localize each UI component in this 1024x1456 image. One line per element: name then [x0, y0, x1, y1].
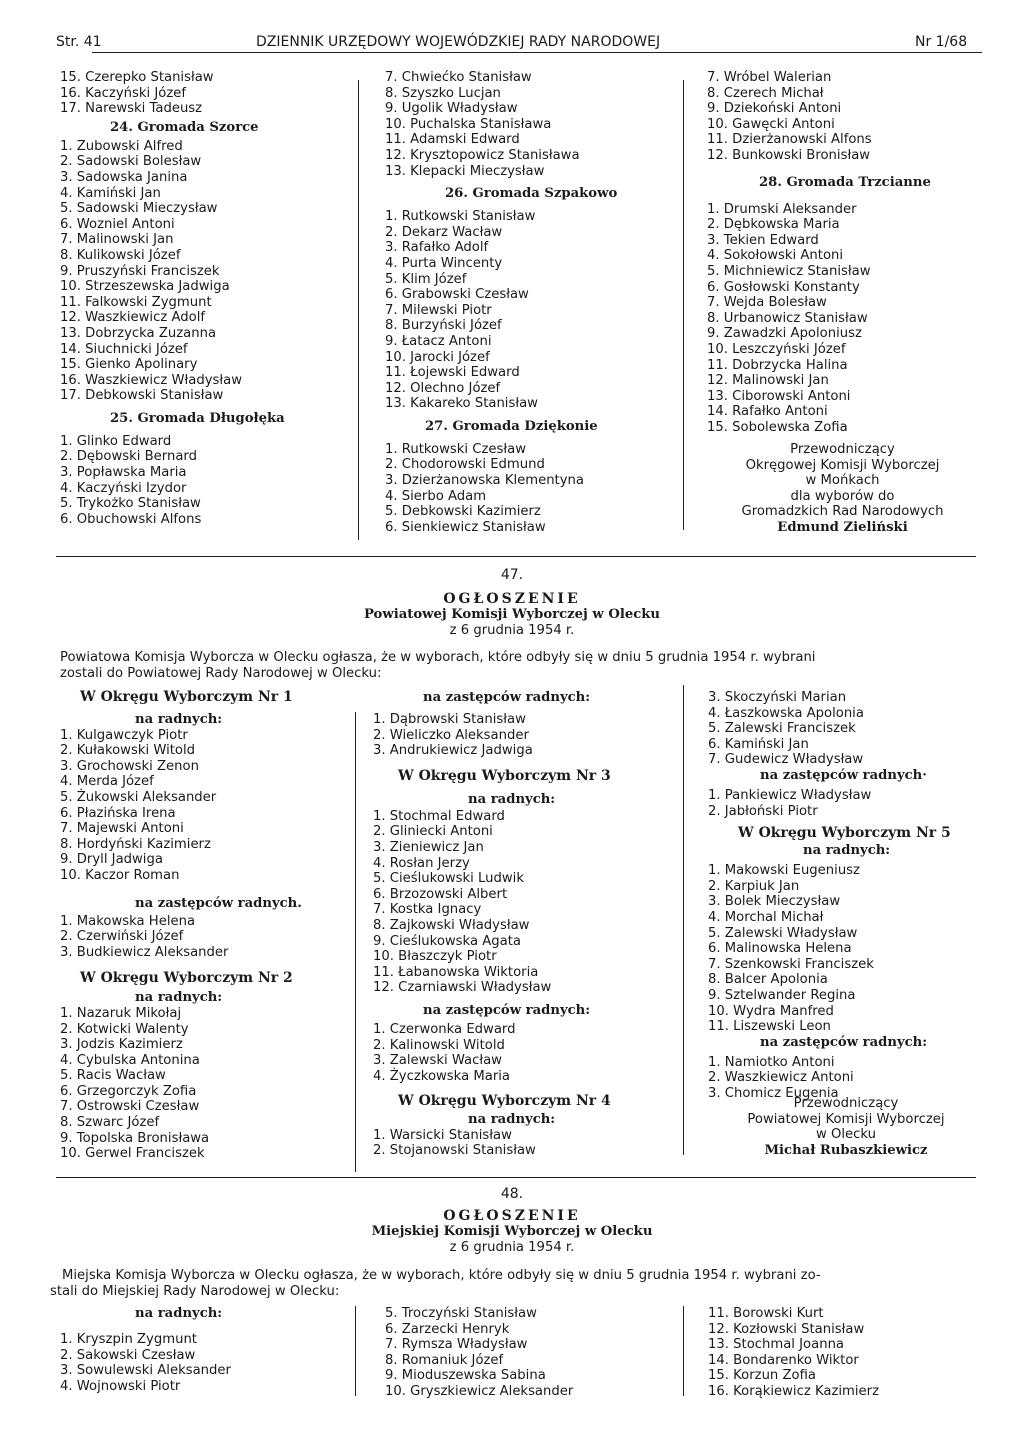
subheading: na zastępców radnych: — [760, 1034, 928, 1050]
section-rule — [56, 556, 976, 557]
column-divider — [683, 80, 684, 530]
list-item: 5. Cieślukowski Ludwik — [373, 871, 524, 887]
n48-col3 — [708, 1306, 879, 1400]
subheading: na radnych: — [468, 791, 556, 807]
subheading: na radnych: — [135, 990, 223, 1006]
list-item: 1. Namiotko Antoni — [708, 1054, 835, 1070]
list-item: 12. Waszkiewicz Adolf — [60, 310, 205, 326]
list-item: 17. Narewski Tadeusz — [60, 101, 203, 117]
list-item: 9. Zawadzki Apoloniusz — [707, 326, 862, 342]
list-item: 4. Merda Józef — [60, 774, 154, 790]
intro-line: Powiatowa Komisja Wyborcza w Olecku ogłasza, że w wyborach, które odbyły się w dniu 5 grudnia 1954 r. wybrani — [60, 650, 816, 665]
list-item: 11. Łabanowska Wiktoria — [373, 964, 539, 980]
signature-name: Edmund Zieliński — [777, 519, 908, 535]
list-item: 5. Trykożko Stanisław — [60, 496, 201, 512]
list-item: 6. Malinowska Helena — [708, 941, 852, 957]
list-item: 1. Dąbrowski Stanisław — [373, 712, 526, 727]
list-item: 10. Jarocki Józef — [385, 349, 490, 365]
list-item: 15. Gienko Apolinary — [60, 357, 198, 373]
list-item: 9. Łatacz Antoni — [385, 333, 492, 349]
signature-line: Przewodniczący — [793, 1096, 899, 1111]
list-item: 10. Błaszczyk Piotr — [373, 949, 497, 965]
list-item: 3. Grochowski Zenon — [60, 758, 199, 774]
list-item: 1. Kryszpin Zygmunt — [60, 1332, 197, 1347]
list-item: 3. Tekien Edward — [707, 232, 819, 248]
list-item: 6. Zarzecki Henryk — [385, 1321, 510, 1337]
list-item: 11. Falkowski Zygmunt — [60, 294, 212, 310]
list-item: 11. Adamski Edward — [385, 132, 520, 148]
n47-col2 — [373, 690, 611, 1159]
signature-line: Powiatowej Komisji Wyborczej — [747, 1111, 945, 1127]
list-item: 12. Kozłowski Stanisław — [708, 1321, 865, 1337]
list-item: 9. Dryll Jadwiga — [60, 852, 163, 868]
notice-number: 48. — [500, 1186, 524, 1202]
list-item: 1. Rutkowski Stanisław — [385, 209, 536, 225]
section-rule — [56, 1177, 976, 1178]
top-col3 — [707, 70, 931, 435]
notice-48-header — [0, 1186, 1024, 1256]
list-item: 12. Bunkowski Bronisław — [707, 147, 871, 163]
list-item: 3. Dzierżanowska Klementyna — [385, 473, 584, 489]
top-col1 — [60, 70, 285, 527]
header-rule — [92, 52, 982, 53]
list-item: 5. Debkowski Kazimierz — [385, 504, 541, 520]
list-item: 3. Bolek Mieczysław — [708, 894, 841, 910]
list-item: 12. Krysztopowicz Stanisława — [385, 147, 580, 163]
list-item: 2. Stojanowski Stanisław — [373, 1143, 536, 1159]
list-item: 10. Puchalska Stanisława — [385, 116, 552, 132]
list-item: 11. Borowski Kurt — [708, 1306, 824, 1321]
list-item: 5. Zalewski Władysław — [708, 925, 858, 941]
list-item: 10. Leszczyński Józef — [707, 341, 846, 357]
notice-number: 47. — [500, 567, 524, 583]
list-item: 4. Cybulska Antonina — [60, 1052, 200, 1068]
list-item: 1. Pankiewicz Władysław — [708, 787, 872, 803]
list-item: 8. Czerech Michał — [707, 85, 824, 101]
column-divider — [683, 1306, 684, 1396]
list-item: 8. Szwarc Józef — [60, 1115, 160, 1131]
list-item: 2. Jabłoński Piotr — [708, 803, 818, 819]
list-item: 7. Gudewicz Władysław — [708, 752, 864, 768]
list-item: 9. Pruszyński Franciszek — [60, 263, 220, 279]
notice-subtitle: Powiatowej Komisji Wyborczej w Olecku — [364, 607, 660, 622]
signature-line: Gromadzkich Rad Narodowych — [741, 504, 944, 520]
list-item: 5. Troczyński Stanisław — [385, 1306, 537, 1321]
list-item: 5. Żukowski Aleksander — [60, 789, 217, 805]
list-item: 10. Wydra Manfred — [708, 1003, 834, 1019]
list-item: 2. Dębkowska Maria — [707, 217, 840, 233]
page-number: Str. 41 — [56, 34, 102, 50]
list-item: 1. Glinko Edward — [60, 433, 172, 449]
list-item: 1. Stochmal Edward — [373, 808, 505, 824]
subheading: na radnych: — [468, 1112, 556, 1128]
list-item: 14. Siuchnicki Józef — [60, 341, 188, 357]
list-item: 15. Korzun Zofia — [708, 1368, 816, 1384]
subheading: na radnych: — [803, 843, 891, 859]
subheading: na zastępców radnych: — [423, 690, 591, 705]
list-item: 8. Zajkowski Władysław — [373, 917, 530, 933]
notice-47-header — [0, 567, 1024, 639]
top-col2 — [385, 70, 617, 535]
list-item: 10. Kaczor Roman — [60, 867, 180, 883]
list-item: 13. Ciborowski Antoni — [707, 388, 851, 404]
n48-col1 — [60, 1306, 231, 1394]
section-heading: 26. Gromada Szpakowo — [445, 186, 618, 202]
district-heading: W Okręgu Wyborczym Nr 3 — [398, 767, 611, 784]
list-item: 11. Dzierżanowski Alfons — [707, 132, 872, 148]
list-item: 2. Sakowski Czesław — [60, 1347, 196, 1363]
list-item: 1. Warsicki Stanisław — [373, 1127, 512, 1143]
list-item: 16. Kaczyński Józef — [60, 85, 186, 101]
list-item: 4. Rosłan Jerzy — [373, 855, 470, 871]
list-item: 9. Sztelwander Regina — [708, 987, 856, 1003]
list-item: 8. Burzyński Józef — [385, 318, 502, 334]
list-item: 6. Wozniel Antoni — [60, 216, 175, 232]
list-item: 9. Ugolik Władysław — [385, 101, 518, 117]
signature-block-monki — [700, 442, 985, 536]
list-item: 13. Stochmal Joanna — [708, 1337, 845, 1353]
list-item: 15. Czerepko Stanisław — [60, 70, 214, 85]
list-item: 5. Michniewicz Stanisław — [707, 263, 871, 279]
list-item: 1. Rutkowski Czesław — [385, 441, 526, 457]
list-item: 12. Malinowski Jan — [707, 373, 829, 389]
list-item: 13. Dobrzycka Zuzanna — [60, 325, 217, 341]
issue-number: Nr 1/68 — [915, 34, 968, 50]
notice-title: OGŁOSZENIE — [443, 1208, 581, 1224]
list-item: 6. Grabowski Czesław — [385, 287, 529, 303]
list-item: 3. Sowulewski Aleksander — [60, 1363, 231, 1379]
list-item: 3. Chomicz Eugenia — [708, 1085, 839, 1101]
list-item: 1. Nazaruk Mikołaj — [60, 1005, 182, 1021]
list-item: 14. Bondarenko Wiktor — [708, 1352, 859, 1368]
list-item: 10. Gawęcki Antoni — [707, 116, 835, 132]
list-item: 3. Jodzis Kazimierz — [60, 1037, 183, 1053]
list-item: 15. Sobolewska Zofia — [707, 419, 848, 435]
subheading: na radnych: — [135, 712, 223, 727]
intro-line: Miejska Komisja Wyborcza w Olecku ogłasza, że w wyborach, które odbyły się w dniu 5 grudnia 1954 r. wybrani zo- — [62, 1268, 821, 1283]
list-item: 1. Czerwonka Edward — [373, 1021, 516, 1037]
list-item: 2. Kotwicki Walenty — [60, 1021, 189, 1037]
list-item: 2. Karpiuk Jan — [708, 878, 800, 894]
list-item: 6. Brzozowski Albert — [373, 886, 508, 902]
list-item: 7. Malinowski Jan — [60, 232, 174, 248]
district-heading: W Okręgu Wyborczym Nr 4 — [398, 1093, 611, 1110]
n47-col3 — [708, 690, 951, 1101]
list-item: 4. Kaczyński Izydor — [60, 480, 187, 496]
list-item: 3. Rafałko Adolf — [385, 240, 489, 256]
list-item: 2. Kalinowski Witold — [373, 1037, 505, 1053]
list-item: 7. Milewski Piotr — [385, 302, 492, 318]
journal-title: DZIENNIK URZĘDOWY WOJEWÓDZKIEJ RADY NARODOWEJ — [256, 34, 661, 50]
column-divider — [355, 1306, 356, 1396]
list-item: 14. Rafałko Antoni — [707, 404, 828, 420]
list-item: 4. Kamiński Jan — [60, 185, 161, 201]
signature-line: Okręgowej Komisji Wyborczej — [745, 457, 940, 473]
list-item: 16. Korąkiewicz Kazimierz — [708, 1383, 880, 1399]
signature-name: Michał Rubaszkiewicz — [764, 1142, 928, 1158]
list-item: 7. Chwiećko Stanisław — [385, 70, 532, 85]
signature-block-olecko — [706, 1096, 986, 1158]
signature-line: w Mońkach — [805, 473, 880, 489]
list-item: 17. Debkowski Stanisław — [60, 388, 224, 404]
list-item: 12. Czarniawski Władysław — [373, 980, 552, 996]
column-divider — [358, 80, 359, 540]
intro-line: zostali do Powiatowej Rady Narodowej w Olecku: — [60, 666, 382, 681]
section-heading: 25. Gromada Długołęka — [110, 410, 285, 426]
list-item: 4. Morchal Michał — [708, 909, 824, 925]
list-item: 2. Sadowski Bolesław — [60, 154, 202, 170]
list-item: 7. Kostka Ignacy — [373, 902, 482, 918]
list-item: 5. Zalewski Franciszek — [708, 721, 856, 737]
notice-intro — [50, 1268, 821, 1300]
subheading: na zastępców radnych· — [760, 767, 927, 783]
list-item: 4. Wojnowski Piotr — [60, 1378, 181, 1394]
notice-title: OGŁOSZENIE — [443, 591, 581, 607]
list-item: 13. Klepacki Mieczysław — [385, 163, 545, 179]
list-item: 8. Romaniuk Józef — [385, 1352, 504, 1368]
n47-col1 — [60, 690, 302, 1162]
list-item: 1. Zubowski Alfred — [60, 138, 183, 154]
list-item: 7. Majewski Antoni — [60, 821, 184, 837]
list-item: 9. Dziekoński Antoni — [707, 101, 842, 117]
signature-line: w Olecku — [816, 1127, 876, 1143]
list-item: 9. Mioduszewska Sabina — [385, 1368, 546, 1384]
list-item: 7. Wróbel Walerian — [707, 70, 832, 85]
list-item: 3. Sadowska Janina — [60, 169, 188, 185]
subheading: na zastępców radnych: — [423, 1002, 591, 1018]
list-item: 7. Szenkowski Franciszek — [708, 956, 874, 972]
list-item: 6. Sienkiewicz Stanisław — [385, 519, 546, 535]
list-item: 6. Płazińska Irena — [60, 805, 176, 821]
list-item: 12. Olechno Józef — [385, 380, 501, 396]
list-item: 6. Obuchowski Alfons — [60, 511, 202, 527]
list-item: 5. Racis Wacław — [60, 1068, 166, 1084]
list-item: 9. Topolska Bronisława — [60, 1130, 210, 1146]
list-item: 7. Rymsza Władysław — [385, 1337, 528, 1353]
district-heading: W Okręgu Wyborczym Nr 5 — [738, 825, 951, 842]
district-heading: W Okręgu Wyborczym Nr 1 — [80, 689, 293, 705]
list-item: 6. Grzegorczyk Zofia — [60, 1083, 197, 1099]
list-item: 1. Kulgawczyk Piotr — [60, 727, 188, 743]
list-item: 2. Kułakowski Witold — [60, 743, 196, 759]
subheading: na radnych: — [135, 1306, 223, 1321]
list-item: 7. Ostrowski Czesław — [60, 1099, 200, 1115]
notice-date: z 6 grudnia 1954 r. — [449, 623, 575, 638]
list-item: 2. Waszkiewicz Antoni — [708, 1070, 854, 1086]
list-item: 3. Zalewski Wacław — [373, 1053, 502, 1069]
notice-intro — [60, 650, 815, 682]
list-item: 4. Purta Wincenty — [385, 255, 503, 271]
list-item: 3. Popławska Maria — [60, 465, 187, 481]
list-item: 2. Gliniecki Antoni — [373, 824, 493, 840]
list-item: 1. Makowska Helena — [60, 913, 196, 929]
n48-col2 — [385, 1306, 573, 1400]
subheading: na zastępców radnych. — [135, 895, 302, 911]
list-item: 3. Budkiewicz Aleksander — [60, 944, 229, 960]
intro-line: stali do Miejskiej Rady Narodowej w Olecku: — [50, 1284, 340, 1299]
list-item: 4. Sokołowski Antoni — [707, 248, 844, 264]
district-heading: W Okręgu Wyborczym Nr 2 — [80, 970, 293, 987]
list-item: 10. Strzeszewska Jadwiga — [60, 279, 230, 295]
list-item: 3. Andrukiewicz Jadwiga — [373, 743, 533, 759]
list-item: 8. Szyszko Lucjan — [385, 85, 501, 101]
list-item: 5. Sadowski Mieczysław — [60, 201, 218, 217]
list-item: 11. Liszewski Leon — [708, 1019, 831, 1035]
list-item: 6. Gosłowski Konstanty — [707, 279, 860, 295]
list-item: 3. Skoczyński Marian — [708, 690, 847, 705]
list-item: 4. Sierbo Adam — [385, 488, 487, 504]
list-item: 2. Wieliczko Aleksander — [373, 727, 529, 743]
notice-date: z 6 grudnia 1954 r. — [449, 1240, 575, 1255]
list-item: 7. Wejda Bolesław — [707, 295, 827, 311]
signature-line: dla wyborów do — [790, 488, 895, 504]
list-item: 1. Makowski Eugeniusz — [708, 863, 860, 879]
section-heading: 27. Gromada Dziękonie — [425, 418, 598, 434]
list-item: 8. Urbanowicz Stanisław — [707, 310, 868, 326]
list-item: 2. Dębowski Bernard — [60, 449, 197, 465]
list-item: 16. Waszkiewicz Władysław — [60, 372, 242, 388]
column-divider — [355, 712, 356, 1172]
list-item: 6. Kamiński Jan — [708, 736, 809, 752]
list-item: 2. Chodorowski Edmund — [385, 457, 545, 473]
list-item: 9. Cieślukowska Agata — [373, 933, 521, 949]
list-item: 4. Życzkowska Maria — [373, 1068, 510, 1084]
list-item: 11. Dobrzycka Halina — [707, 357, 848, 373]
list-item: 11. Łojewski Edward — [385, 365, 520, 381]
list-item: 8. Balcer Apolonia — [708, 972, 828, 988]
list-item: 2. Czerwiński Józef — [60, 929, 184, 945]
list-item: 1. Drumski Aleksander — [707, 201, 857, 217]
list-item: 3. Zieniewicz Jan — [373, 839, 484, 855]
signature-line: Przewodniczący — [790, 442, 895, 457]
list-item: 4. Łaszkowska Apolonia — [708, 705, 864, 721]
section-heading: 24. Gromada Szorce — [110, 119, 259, 135]
list-item: 10. Gerwel Franciszek — [60, 1146, 205, 1162]
list-item: 13. Kakareko Stanisław — [385, 396, 538, 412]
list-item: 10. Gryszkiewicz Aleksander — [385, 1383, 574, 1399]
list-item: 2. Dekarz Wacław — [385, 224, 503, 240]
section-heading: 28. Gromada Trzcianne — [759, 174, 931, 190]
list-item: 5. Klim Józef — [385, 271, 467, 287]
list-item: 8. Kulikowski Józef — [60, 247, 181, 263]
notice-subtitle: Miejskiej Komisji Wyborczej w Olecku — [371, 1224, 653, 1239]
list-item: 8. Hordyński Kazimierz — [60, 836, 211, 852]
column-divider — [683, 685, 684, 1155]
